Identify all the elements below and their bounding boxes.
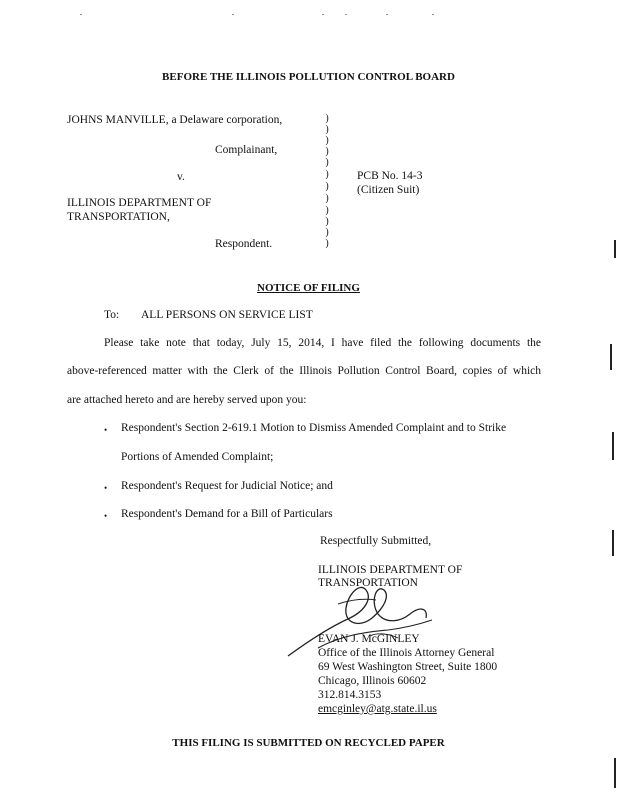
- body-line-3: are attached hereto and are hereby served upon you:: [67, 394, 307, 406]
- list-item-3: Respondent's Demand for a Bill of Particulars: [121, 508, 333, 520]
- paren: ): [325, 181, 329, 192]
- notice-heading: NOTICE OF FILING: [257, 282, 360, 294]
- scan-edge-mark: [612, 432, 614, 460]
- bullet-icon: •: [104, 483, 108, 493]
- scan-speck: [80, 14, 82, 15]
- complainant-name: JOHNS MANVILLE, a Delaware corporation,: [67, 114, 283, 126]
- respondent-role: Respondent.: [215, 238, 273, 250]
- list-item-1-line1: Respondent's Section 2-619.1 Motion to Dismiss Amended Complaint and to Strike: [121, 422, 507, 434]
- case-number: PCB No. 14-3: [357, 170, 423, 182]
- to-value: ALL PERSONS ON SERVICE LIST: [141, 309, 313, 321]
- paren: ): [325, 205, 329, 216]
- paren: ): [325, 193, 329, 204]
- street-line: 69 West Washington Street, Suite 1800: [318, 661, 498, 673]
- body-line-1: Please take note that today, July 15, 2014, I have filed the following documents the: [104, 337, 541, 349]
- office-line: Office of the Illinois Attorney General: [318, 647, 495, 659]
- org-line-1: ILLINOIS DEPARTMENT OF: [318, 564, 463, 576]
- signer-name: EVAN J. McGINLEY: [318, 633, 420, 645]
- scan-speck: [322, 14, 324, 15]
- paren: ): [325, 157, 329, 168]
- scan-speck: [345, 14, 347, 15]
- respondent-name-line1: ILLINOIS DEPARTMENT OF: [67, 197, 212, 209]
- bullet-icon: •: [104, 511, 108, 521]
- paren: ): [325, 227, 329, 238]
- scan-speck: [232, 14, 234, 15]
- list-item-2: Respondent's Request for Judicial Notice; and: [121, 480, 333, 492]
- list-item-1-line2: Portions of Amended Complaint;: [121, 451, 274, 463]
- footer-note: THIS FILING IS SUBMITTED ON RECYCLED PAPER: [172, 737, 445, 749]
- scan-speck: [386, 14, 388, 15]
- scan-edge-mark: [610, 344, 612, 370]
- scan-speck: [432, 14, 434, 15]
- paren: ): [325, 216, 329, 227]
- scan-edge-mark: [614, 240, 616, 258]
- respondent-name-line2: TRANSPORTATION,: [67, 211, 170, 223]
- versus-label: v.: [177, 171, 185, 183]
- document-title: BEFORE THE ILLINOIS POLLUTION CONTROL BOARD: [162, 71, 455, 83]
- city-line: Chicago, Illinois 60602: [318, 675, 427, 687]
- body-line-2: above-referenced matter with the Clerk of the Illinois Pollution Control Board, copies of which: [67, 365, 541, 377]
- case-type: (Citizen Suit): [357, 184, 420, 196]
- paren: ): [325, 135, 329, 146]
- paren: ): [325, 124, 329, 135]
- paren: ): [325, 169, 329, 180]
- bullet-icon: •: [104, 425, 108, 435]
- closing-text: Respectfully Submitted,: [320, 535, 432, 547]
- paren: ): [325, 238, 329, 249]
- org-line-2: TRANSPORTATION: [318, 577, 418, 589]
- to-label: To:: [104, 309, 120, 321]
- email-link[interactable]: emcginley@atg.state.il.us: [318, 703, 437, 715]
- phone-line: 312.814.3153: [318, 689, 382, 701]
- complainant-role: Complainant,: [215, 144, 278, 156]
- paren: ): [325, 146, 329, 157]
- paren: ): [325, 113, 329, 124]
- scan-edge-mark: [614, 758, 616, 788]
- scan-edge-mark: [612, 530, 614, 556]
